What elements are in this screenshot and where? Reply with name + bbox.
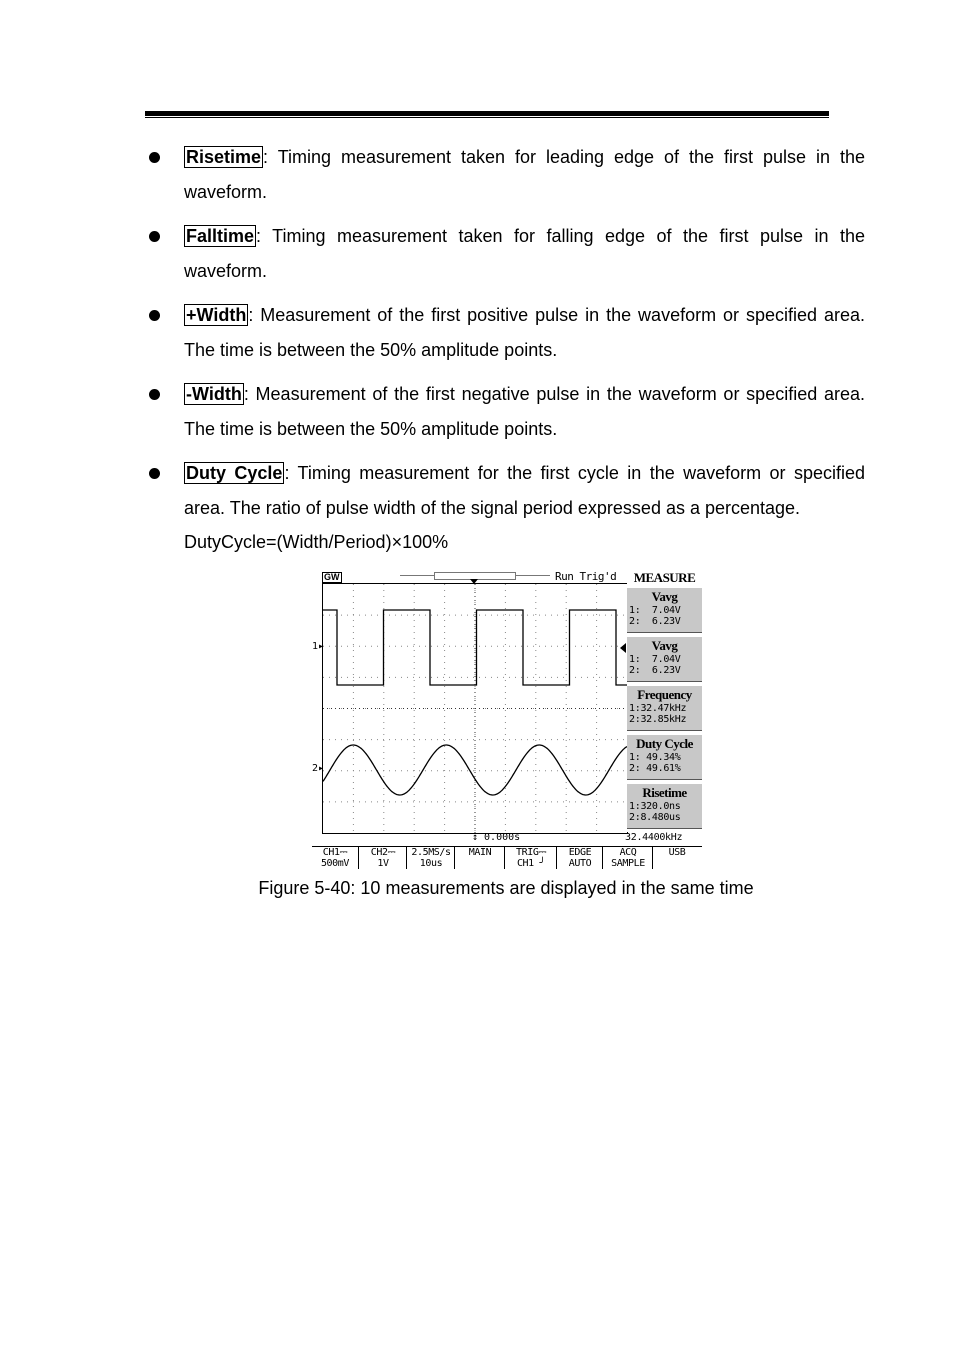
list-item [145, 140, 865, 210]
slot-value-ch2: 2:8.480us [629, 812, 681, 823]
horizontal-mode [454, 847, 505, 869]
slot-value-ch1: 1:32.47kHz [629, 703, 687, 714]
cell-bottom: CH1 ╯ [516, 858, 546, 869]
slot-value-ch1: 1:320.0ns [629, 801, 681, 812]
measure-slot-2[interactable] [627, 635, 702, 682]
duty-cycle-formula: DutyCycle=(Width/Period)×100% [184, 532, 449, 552]
slot-value-ch2: 2:32.85kHz [629, 714, 687, 725]
bullet-icon [149, 468, 160, 479]
bullet-icon [149, 231, 160, 242]
ch1-ground-marker: 1▸ [312, 641, 325, 652]
term-description: : Timing measurement for the first cycle in the waveform or specified area. The ratio of pulse width of the signal period expressed as a percentage. [184, 463, 865, 518]
term-label: Risetime [186, 147, 262, 167]
trigger-mode [556, 847, 603, 869]
term-description: : Timing measurement taken for leading edge of the first pulse in the waveform. [184, 147, 865, 202]
slot-label: Frequency [637, 687, 692, 702]
cell-top: CH2⎓ [370, 847, 396, 858]
term-description: : Measurement of the first positive pulse in the waveform or specified area. The time is between the 50% amplitude points. [184, 305, 865, 360]
slot-value-ch2: 2: 6.23V [629, 665, 681, 676]
slot-value-ch1: 1: 49.34% [629, 752, 681, 763]
cell-top: TRIG⎓ [515, 847, 547, 858]
waveform-grid [322, 583, 628, 834]
timebase-setting [406, 847, 455, 869]
slot-label: Vavg [651, 638, 678, 653]
scope-bottom-bar [312, 846, 702, 869]
term-label: +Width [186, 305, 247, 325]
slot-label: Duty Cycle [636, 736, 693, 751]
ch2-ground-marker: 2▸ [312, 763, 325, 774]
ch1-setting [312, 847, 358, 869]
scope-status-line [322, 832, 702, 845]
ch1-square-waveform [323, 610, 627, 685]
slot-label: Risetime [642, 785, 687, 800]
cell-bottom: SAMPLE [611, 858, 645, 869]
bullet-icon [149, 152, 160, 163]
measure-slot-1[interactable] [627, 586, 702, 633]
cell-top: USB [668, 847, 686, 858]
list-item [145, 298, 865, 368]
figure-caption: Figure 5-40: 10 measurements are displayed in the same time [258, 878, 754, 898]
cell-top: MAIN [468, 847, 492, 858]
bullet-icon [149, 389, 160, 400]
list-item [145, 456, 865, 558]
cell-bottom: 1V [377, 858, 389, 869]
slot-value-ch1: 1: 7.04V [629, 605, 681, 616]
cell-top: 2.5MS/s [411, 847, 451, 858]
measure-slot-3[interactable] [627, 684, 702, 731]
slot-value-ch2: 2: 6.23V [629, 616, 681, 627]
cell-top: EDGE [568, 847, 592, 858]
ch2-setting [358, 847, 407, 869]
cell-top: ACQ [619, 847, 637, 858]
list-item [145, 377, 865, 447]
waveform-plot [323, 584, 627, 833]
slot-value-ch2: 2: 49.61% [629, 763, 681, 774]
bullet-icon [149, 310, 160, 321]
menu-title: MEASURE [633, 570, 696, 585]
cell-top: CH1⎓ [322, 847, 348, 858]
term-label: Falltime [186, 226, 255, 246]
gw-logo: GW [324, 572, 340, 582]
list-item [145, 219, 865, 289]
trigger-level-icon [620, 643, 626, 653]
cell-bottom: 500mV [320, 858, 350, 869]
trigger-status: Run Trig'd [555, 570, 617, 583]
slot-label: Vavg [651, 589, 678, 604]
horizontal-position: ↕ 0.000s [472, 832, 521, 843]
trigger-frequency: 32.4400kHz [625, 832, 683, 843]
measurement-list [145, 140, 865, 567]
term-label: Duty Cycle [186, 463, 283, 483]
usb-status [652, 847, 701, 869]
slot-value-ch1: 1: 7.04V [629, 654, 681, 665]
header-rule [145, 111, 829, 116]
term-description: : Measurement of the first negative pulse in the waveform or specified area. The time is between the 50% amplitude points. [184, 384, 865, 439]
header-rule-thin [145, 117, 829, 118]
measure-slot-4[interactable] [627, 733, 702, 780]
measure-menu [627, 570, 702, 832]
term-label: -Width [186, 384, 242, 404]
trigger-source [504, 847, 557, 869]
cell-bottom: AUTO [568, 858, 592, 869]
term-description: : Timing measurement taken for falling edge of the first pulse in the waveform. [184, 226, 865, 281]
oscilloscope-screenshot [310, 570, 702, 870]
acquisition-mode [602, 847, 653, 869]
measure-slot-5[interactable] [627, 782, 702, 829]
cell-bottom: 10us [419, 858, 443, 869]
